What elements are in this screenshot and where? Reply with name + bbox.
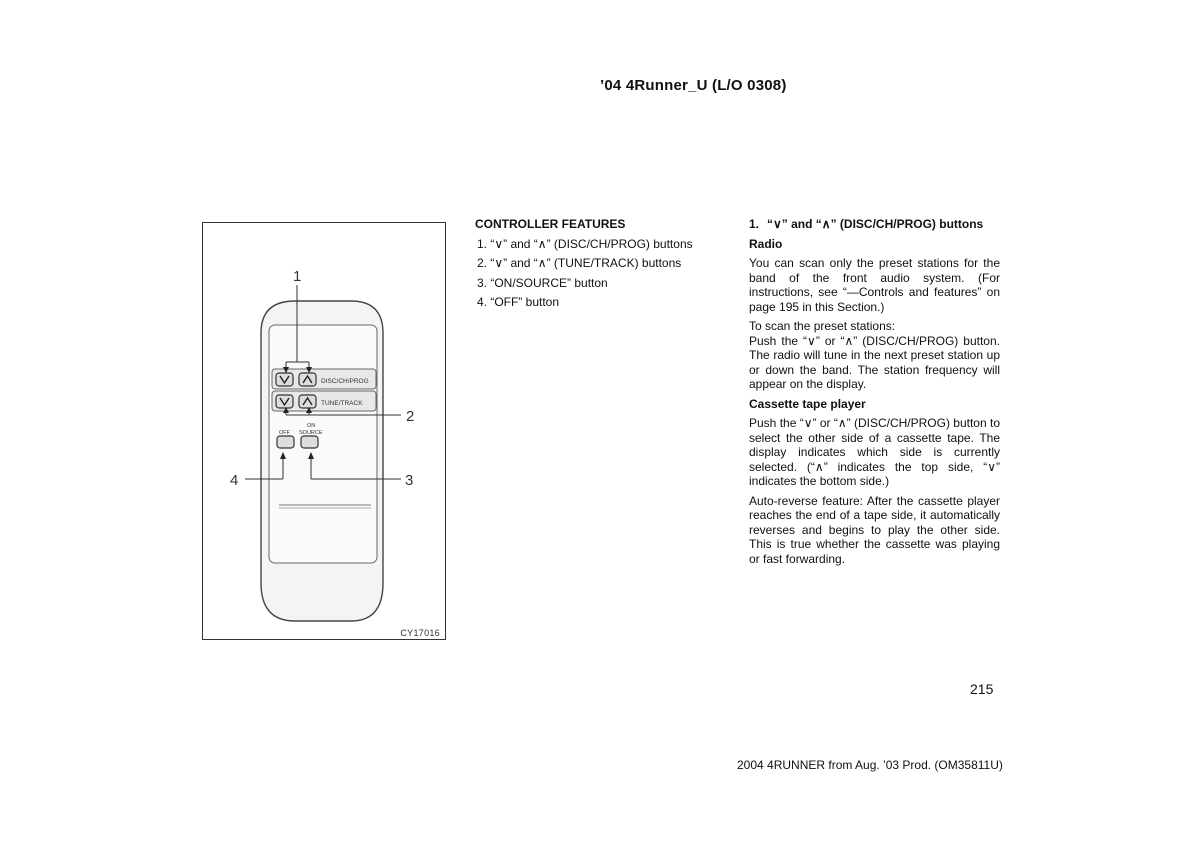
radio-paragraph: You can scan only the preset stations for the band of the front audio system. (For instructions, see “—Controls and features” on page 195 in this Section.) — [749, 256, 1000, 314]
radio-scan-paragraph — [749, 319, 1000, 392]
tune-label: TUNE/TRACK — [321, 400, 363, 407]
on-label: ON — [307, 423, 316, 429]
callout-2: 2 — [406, 408, 415, 425]
on-source-button — [301, 436, 318, 448]
section-heading — [749, 217, 1000, 232]
disc-down-button — [276, 373, 293, 386]
page-number: 215 — [970, 681, 994, 697]
disc-label: DISC/CH/PROG — [321, 378, 369, 385]
feature-item: 2. “∨” and “∧” (TUNE/TRACK) buttons — [477, 256, 682, 270]
page-footer: 2004 4RUNNER from Aug. ’03 Prod. (OM35811U) — [737, 758, 1003, 772]
callout-3: 3 — [405, 472, 414, 489]
radio-scan-intro: To scan the preset stations: — [749, 319, 896, 333]
disc-buttons-section — [749, 217, 1000, 566]
remote-control-figure — [202, 222, 446, 640]
tune-down-button — [276, 395, 293, 408]
source-label: SOURCE — [299, 430, 323, 436]
cassette-paragraph: Push the “∨” or “∧” (DISC/CH/PROG) button to select the other side of a cassette tape. The display indicates which side is currently selected. (“∧” indicates the top side, “∨” indicates the bottom side.) — [749, 416, 1000, 488]
controller-features-section — [475, 217, 727, 310]
section-number: 1. — [749, 217, 760, 231]
feature-item: 3. “ON/SOURCE” button — [477, 275, 608, 290]
section-title: “∨” and “∧” (DISC/CH/PROG) buttons — [767, 217, 984, 231]
radio-heading: Radio — [749, 236, 783, 251]
callout-4: 4 — [230, 472, 239, 489]
off-label: OFF — [279, 430, 290, 436]
callout-1: 1 — [293, 268, 302, 285]
feature-item: 4. “OFF” button — [477, 295, 560, 309]
cassette-heading: Cassette tape player — [749, 396, 866, 411]
radio-scan-text: Push the “∨” or “∧” (DISC/CH/PROG) button. The radio will tune in the next preset station up or down the band. The station frequency will appear on the display. — [749, 333, 1000, 391]
feature-item: 1. “∨” and “∧” (DISC/CH/PROG) buttons — [477, 236, 693, 251]
remote-control-illustration — [203, 223, 447, 641]
disc-up-button — [299, 373, 316, 386]
figure-code: CY17016 — [400, 628, 440, 638]
tune-up-button — [299, 395, 316, 408]
controller-features-heading: CONTROLLER FEATURES — [475, 217, 626, 231]
off-button — [277, 436, 294, 448]
auto-reverse-paragraph: Auto-reverse feature: After the cassette player reaches the end of a tape side, it automatically reverses and begins to play the other side. This is true whether the cassette was playing or fast forwarding. — [749, 493, 1000, 566]
page-header-title: ’04 4Runner_U (L/O 0308) — [600, 77, 787, 94]
